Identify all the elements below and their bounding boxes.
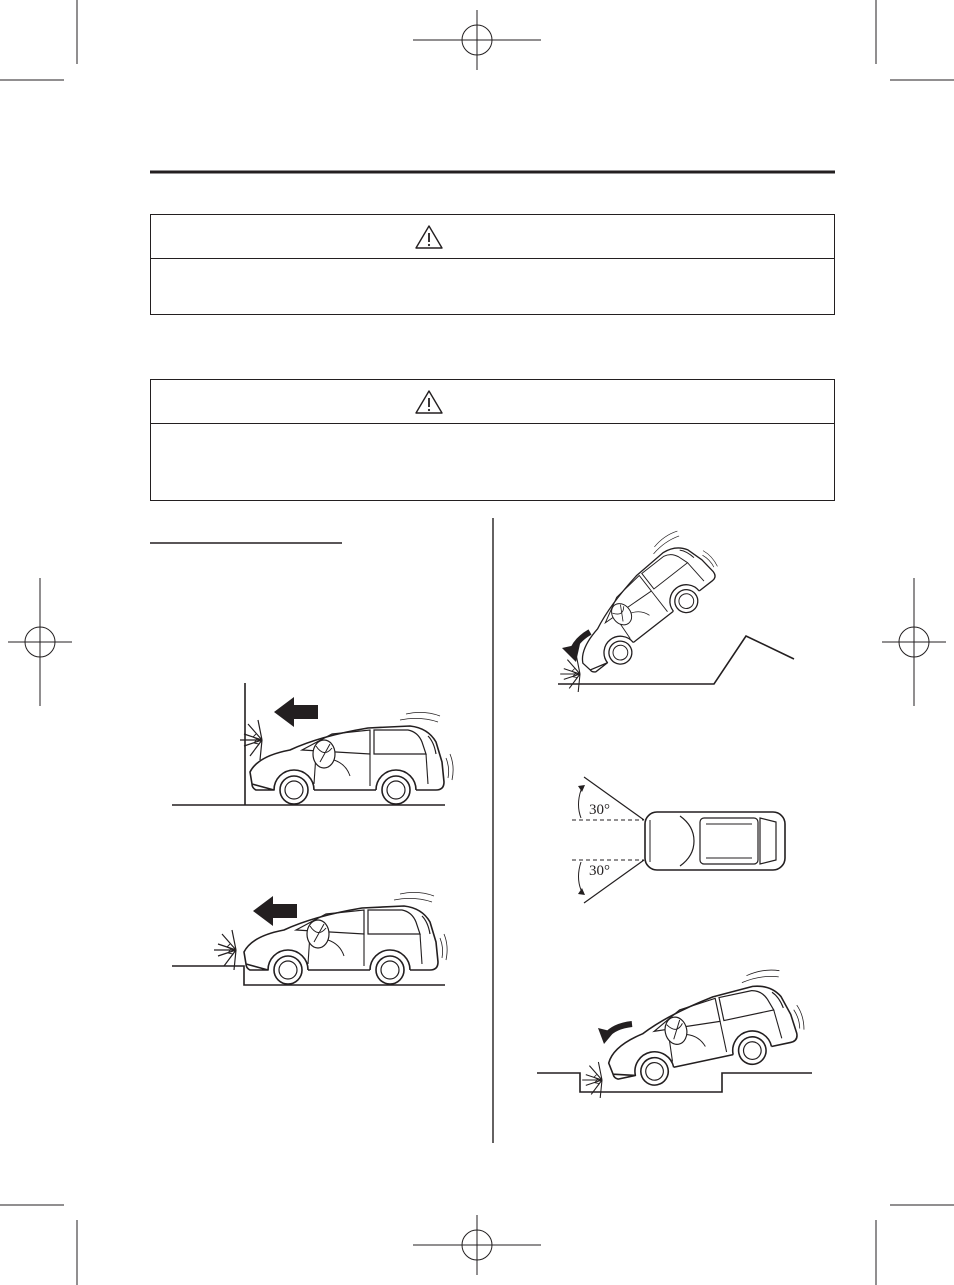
warning-box-2-header: [151, 380, 834, 424]
figure-curb-collision: [172, 892, 447, 985]
warning-icon: [414, 388, 444, 416]
figure-nose-dive: [553, 522, 794, 692]
registration-mark-top: [413, 10, 541, 70]
warning-box-1: [150, 214, 835, 315]
registration-mark-bottom: [413, 1215, 541, 1275]
registration-mark-left: [8, 578, 72, 706]
angle-label-top: 30°: [589, 802, 610, 818]
figure-top-view-angles: [572, 777, 785, 903]
angle-label-bottom: 30°: [589, 863, 610, 879]
figure-wall-collision: [172, 683, 453, 805]
figure-step-drop: [537, 965, 812, 1098]
registration-mark-right: [882, 578, 946, 706]
warning-box-2: [150, 379, 835, 501]
warning-box-1-header: [151, 215, 834, 259]
warning-icon: [414, 223, 444, 251]
